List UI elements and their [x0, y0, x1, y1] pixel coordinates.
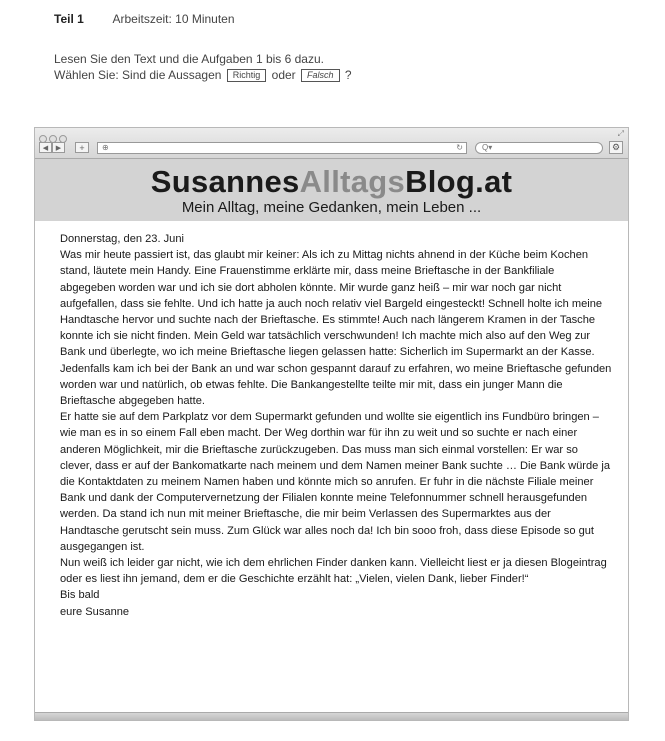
site-icon: ⊕	[102, 143, 109, 152]
blog-title-part-1: Susannes	[150, 164, 300, 199]
instruction-qmark: ?	[344, 68, 352, 82]
post-closing-2: eure Susanne	[60, 605, 130, 618]
time-label: Arbeitszeit: 10 Minuten	[112, 12, 235, 26]
option-true-tag: Richtig	[227, 69, 267, 82]
part-label: Teil 1	[54, 12, 84, 26]
browser-toolbar	[35, 128, 628, 159]
blog-title-part-3: Blog.at	[405, 164, 513, 199]
address-bar[interactable]	[97, 142, 467, 154]
instructions	[54, 51, 352, 83]
gear-icon[interactable]: ⚙	[609, 141, 623, 154]
fullscreen-icon[interactable]: ⤢	[617, 129, 624, 138]
instruction-line-1: Lesen Sie den Text und die Aufgaben 1 bis 6 dazu.	[54, 52, 324, 66]
exercise-header	[54, 12, 235, 26]
blog-subtitle: Mein Alltag, meine Gedanken, mein Leben ...	[181, 199, 482, 216]
blog-title[interactable]	[35, 165, 628, 199]
instruction-prefix: Wählen Sie: Sind die Aussagen	[54, 68, 222, 82]
post-paragraph-2: Er hatte sie auf dem Parkplatz vor dem Supermarkt gefunden und wollte sie eigentlich ins Fundbüro bringen – wie man es in so einem Fall eben macht. Der Weg dorthin war für ihn zu weit und so suchte er nach einer anderen Möglichkeit, mir die Brieftasche zurückzugeben. Das muss man sich einmal vorstellen: Er war so clever, dass er auf der Bankomatkarte nach meinem und dem Namen meiner Bank suchte … Die Bank würde ja die Kontaktdaten zu meinem Namen haben und könnte mich so anrufen. Er fuhr in die nächste Filiale meiner Bank und dank der Computervernetzung der Filialen konnte meine Telefonnummer schnell herausgefunden werden. Da stand ich nun mit meiner Brieftasche, die mir beim Verlassen des Supermarktes aus der Handtasche gerutscht sein muss. Zum Glück war alles noch da! Ich bin sooo froh, dass diese Episode so gut ausgegangen ist.	[60, 411, 611, 553]
forward-button[interactable]: ▶	[52, 142, 65, 153]
instruction-connector: oder	[271, 68, 296, 82]
blog-banner	[35, 159, 628, 221]
blog-post	[60, 231, 612, 620]
blog-title-part-2: Alltags	[299, 164, 406, 199]
back-button[interactable]: ◀	[39, 142, 52, 153]
add-bookmark-button[interactable]: +	[75, 142, 89, 153]
post-closing-1: Bis bald	[60, 589, 100, 602]
search-field[interactable]: Q▾	[475, 142, 603, 154]
option-false-tag: Falsch	[301, 69, 340, 82]
window-controls	[39, 130, 69, 138]
post-paragraph-1: Was mir heute passiert ist, das glaubt mir keiner: Als ich zu Mittag nichts ahnend in der Küche beim Kochen stand, läutete mein Handy. Eine Frauenstimme erklärte mir, dass meine Brieftasche in der Bankfiliale abgegeben worden war und ich sie dort abholen könnte. Mir wurde ganz heiß – mir war noch gar nicht aufgefallen, dass sie fehlte. Und ich hatte ja auch noch relativ viel Bargeld eingesteckt! Schnell holte ich meine Handtasche hervor und suchte nach der Brieftasche. Es stimmte! Auch nach längerem Kramen in der Tasche konnte ich sie nicht finden. Mein Geld war tatsächlich verschwunden! Ich machte mich also auf den Weg zur Bank und überlegte, wo ich meine Brieftasche liegen gelassen hatte: Sicherlich im Supermarkt an der Kasse. Jedenfalls kam ich bei der Bank an und war schon gespannt darauf zu erfahren, wo meine Brieftasche gefunden worden war und natürlich, ob etwas fehlte. Die Bankangestellte teilte mir mit, dass ein junger Mann die Brieftasche abgegeben hatte.	[60, 249, 612, 408]
window-bottom-bar	[35, 712, 628, 720]
browser-window	[34, 127, 629, 721]
post-paragraph-3: Nun weiß ich leider gar nicht, wie ich dem ehrlichen Finder danken kann. Vielleicht liest er ja diesen Blogeintrag oder es liest ihn jemand, dem er die Geschichte erzählt hat: „Vielen, vielen Dank, lieber Finder!“	[60, 557, 607, 586]
post-date: Donnerstag, den 23. Juni	[60, 233, 184, 245]
instruction-line-2	[54, 67, 352, 83]
reload-icon[interactable]: ↻	[456, 143, 463, 152]
